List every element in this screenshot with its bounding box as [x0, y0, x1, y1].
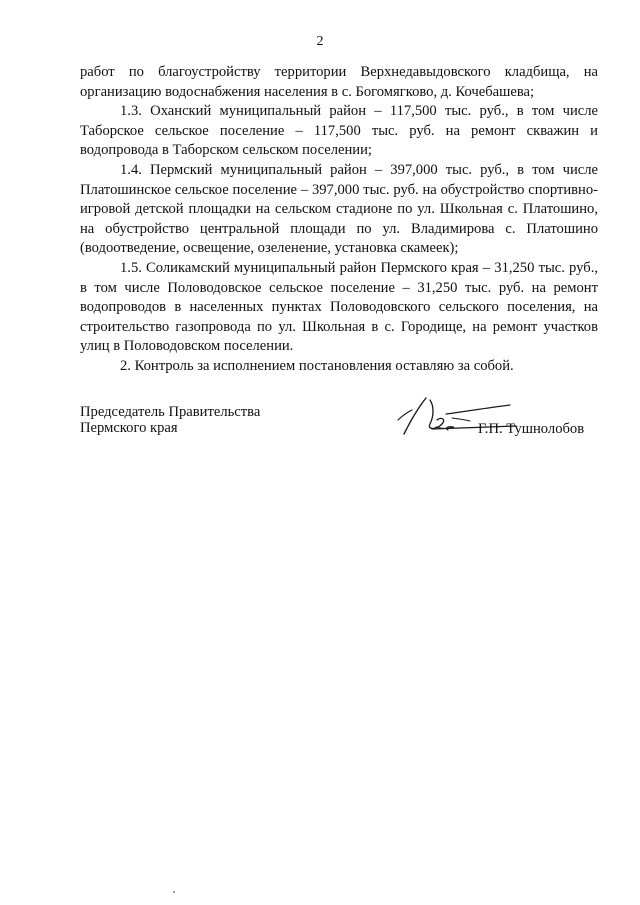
- signer-name: Г.П. Тушнолобов: [478, 421, 585, 437]
- paragraph-item-1-4: 1.4. Пермский муниципальный район – 397,000 тыс. руб., в том числе Платошинское сельское поселение – 397,000 тыс. руб. на обустройство спортивно-игровой детской площадки на сельском стадионе по ул. Школьная с. Платошино, на обустройство центральной площади по ул. Владимирова с. Платошино (водоотведение, освещение, озеленение, установка скамеек);: [80, 161, 598, 257]
- paragraph-item-1-3: 1.3. Оханский муниципальный район – 117,500 тыс. руб., в том числе Таборское сельское поселение – 117,500 тыс. руб. на ремонт скважин и водопровода в Таборском сельском поселении;: [80, 103, 598, 159]
- signer-title-line-1: Председатель Правительства: [80, 404, 261, 420]
- paragraph-item-1-5: 1.5. Соликамский муниципальный район Пермского края – 31,250 тыс. руб., в том числе Половодовское сельское поселение – 31,250 тыс. руб. на ремонт водопроводов в населенных пунктах Половодовского сельского поселения, на строительство газопровода по ул. Школьная в с. Городище, на ремонт участков улиц в Половодовском поселении.: [80, 259, 598, 355]
- signer-title-line-2: Пермского края: [80, 420, 178, 436]
- paragraph-continuation: работ по благоустройству территории Верхнедавыдовского кладбища, на организацию водоснабжения населения в с. Богомягково, д. Кочебашева;: [80, 64, 598, 100]
- paragraph-item-2: 2. Контроль за исполнением постановления оставляю за собой.: [120, 357, 514, 374]
- scan-artifact-dot: [173, 891, 175, 893]
- page-number: 2: [316, 34, 324, 49]
- document-body: [80, 63, 598, 377]
- signature-block: [80, 404, 600, 464]
- signer-title: [80, 404, 260, 436]
